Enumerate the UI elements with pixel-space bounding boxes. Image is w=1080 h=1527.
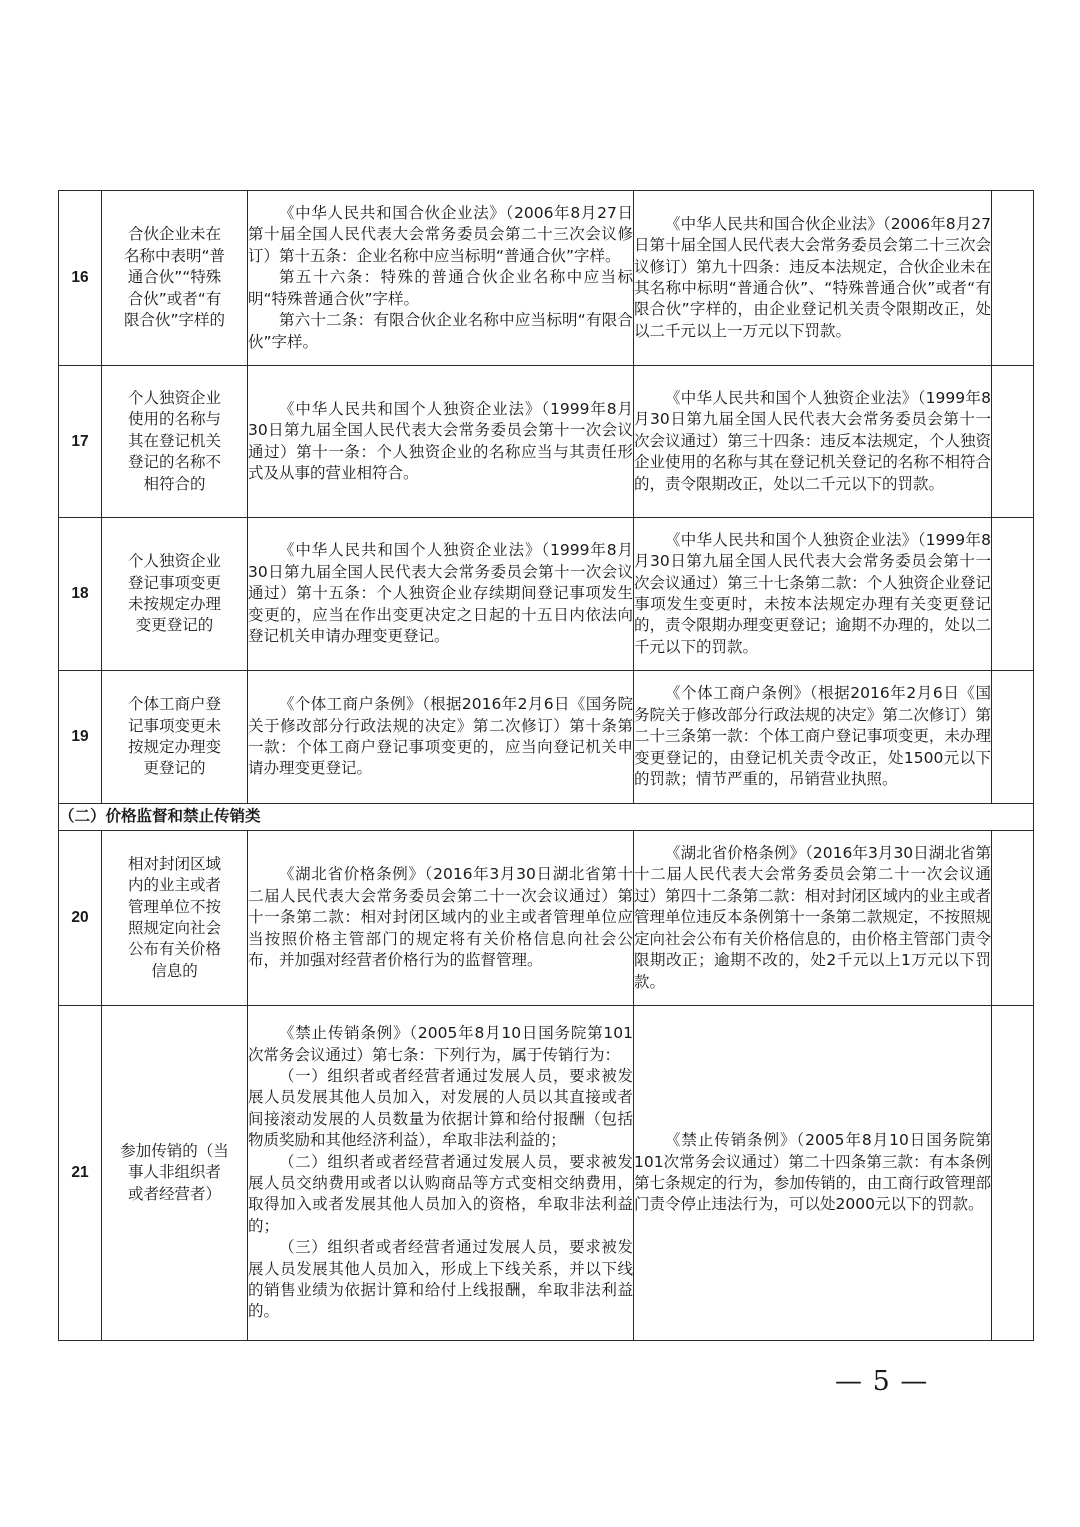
blank-cell — [992, 518, 1034, 671]
violation-item-line: 个体工商户登 — [127, 695, 221, 714]
blank-cell — [992, 366, 1034, 518]
violation-item-line: 个人独资企业 — [127, 388, 221, 407]
table-row — [59, 671, 1034, 804]
violation-item-line: 合伙”或者“有 — [127, 289, 222, 308]
violation-item-line: 照规定向社会 — [127, 919, 221, 937]
violation-item-line: 或者经营者） — [127, 1184, 221, 1203]
violation-item-line: 信息的 — [151, 961, 198, 980]
violation-item-cell — [102, 366, 248, 518]
violation-item-line: 变更登记的 — [135, 616, 214, 635]
violation-item-line: 管理单位不按 — [127, 897, 221, 916]
violation-item-line: 合伙企业未在 — [127, 225, 221, 244]
legal-basis-paragraph: 《中华人民共和国个人独资企业法》（1999年8月30日第九届全国人民代表大会常务委员会第十一次会议通过）第十五条：个人独资企业存续期间登记事项发生变更的，应当在作出变更决定之日起的十五日内依法向登记机关申请办理变更登记。 — [248, 541, 633, 646]
violation-item-line: 按规定办理变 — [127, 738, 221, 756]
violation-item-line: 更登记的 — [143, 759, 206, 778]
penalty-basis-cell — [634, 1006, 992, 1341]
penalty-basis-cell — [634, 191, 992, 366]
table-row — [59, 1006, 1034, 1341]
section-header-row — [59, 804, 1034, 831]
violation-item-line: 登记事项变更 — [127, 573, 221, 592]
legal-basis-cell — [248, 1006, 634, 1341]
row-number: 18 — [59, 518, 102, 671]
violation-item-line: 其在登记机关 — [127, 431, 221, 450]
penalty-basis-cell — [634, 671, 992, 804]
blank-cell — [992, 1006, 1034, 1341]
penalty-basis-cell — [634, 831, 992, 1006]
violation-item-line: 参加传销的（当 — [120, 1141, 229, 1160]
table-body-upper — [59, 191, 1034, 804]
violation-item-line: 登记的名称不 — [127, 453, 221, 472]
table-row — [59, 191, 1034, 366]
violation-item-line: 相符合的 — [143, 474, 206, 493]
legal-basis-paragraph: （三）组织者或者经营者通过发展人员，要求被发展人员发展其他人员加入，形成上下线关系，并以下线的销售业绩为依据计算和给付上线报酬，牟取非法利益的。 — [248, 1238, 633, 1321]
violation-item-cell — [102, 518, 248, 671]
legal-basis-cell — [248, 191, 634, 366]
legal-basis-paragraph: 《禁止传销条例》（2005年8月10日国务院第101次常务会议通过）第七条：下列行为，属于传销行为： — [248, 1024, 633, 1064]
penalty-basis-paragraph: 《中华人民共和国个人独资企业法》（1999年8月30日第九届全国人民代表大会常务委员会第十一次会议通过）第三十四条：违反本法规定，个人独资企业使用的名称与其在登记机关登记的名称不相符合的，责令限期改正，处以二千元以下的罚款。 — [634, 388, 991, 493]
violation-item-cell — [102, 671, 248, 804]
regulation-table — [58, 190, 1034, 1341]
violation-item-cell — [102, 191, 248, 366]
table-row — [59, 366, 1034, 518]
table-row — [59, 831, 1034, 1006]
violation-item-line: 个人独资企业 — [127, 552, 221, 571]
penalty-basis-paragraph: 《中华人民共和国个人独资企业法》（1999年8月30日第九届全国人民代表大会常务委员会第十一次会议通过）第三十七条第二款：个人独资企业登记事项发生变更时，未按本法规定办理有关变更登记的，责令限期办理变更登记；逾期不办理的，处以二千元以下的罚款。 — [634, 530, 991, 656]
row-number: 17 — [59, 366, 102, 518]
blank-cell — [992, 671, 1034, 804]
violation-item-line: 记事项变更未 — [127, 716, 221, 735]
penalty-basis-paragraph: 《禁止传销条例》（2005年8月10日国务院第101次常务会议通过）第二十四条第三款：有本条例第七条规定的行为，参加传销的，由工商行政管理部门责令停止违法行为，可以处2000元以下的罚款。 — [634, 1131, 991, 1214]
violation-item-cell — [102, 831, 248, 1006]
row-number: 19 — [59, 671, 102, 804]
blank-cell — [992, 191, 1034, 366]
violation-item-line: 通合伙”“特殊 — [127, 268, 222, 287]
legal-basis-paragraph: 第五十六条：特殊的普通合伙企业名称中应当标明“特殊普通合伙”字样。 — [248, 268, 633, 308]
legal-basis-cell — [248, 831, 634, 1006]
penalty-basis-paragraph: 《湖北省价格条例》（2016年3月30日湖北省第十二届人民代表大会常务委员会第二十一次会议通过）第四十二条第二款：相对封闭区域内的业主或者管理单位违反本条例第十一条第二款规定，不按照规定向社会公布有关价格信息的，由价格主管部门责令限期改正；逾期不改的，处2千元以上1万元以下罚款。 — [634, 844, 991, 991]
table-row — [59, 518, 1034, 671]
legal-basis-cell — [248, 518, 634, 671]
row-number: 21 — [59, 1006, 102, 1341]
violation-item-line: 内的业主或者 — [127, 876, 221, 895]
legal-basis-paragraph: 《湖北省价格条例》（2016年3月30日湖北省第十二届人民代表大会常务委员会第二十一次会议通过）第十一条第二款：相对封闭区域内的业主或者管理单位应当按照价格主管部门的规定将有关价格信息向社会公布，并加强对经营者价格行为的监督管理。 — [248, 865, 633, 970]
violation-item-line: 公布有关价格 — [127, 940, 221, 959]
penalty-basis-cell — [634, 518, 992, 671]
blank-cell — [992, 831, 1034, 1006]
penalty-basis-cell — [634, 366, 992, 518]
row-number: 16 — [59, 191, 102, 366]
violation-item-line: 使用的名称与 — [127, 410, 221, 429]
table-body-section — [59, 804, 1034, 831]
violation-item-line: 限合伙”字样的 — [123, 311, 226, 330]
legal-basis-paragraph: 《中华人民共和国个人独资企业法》（1999年8月30日第九届全国人民代表大会常务委员会第十一次会议通过）第十一条：个人独资企业的名称应当与其责任形式及从事的营业相符合。 — [248, 399, 633, 482]
legal-basis-paragraph: （一）组织者或者经营者通过发展人员，要求被发展人员发展其他人员加入，对发展的人员以其直接或者间接滚动发展的人员数量为依据计算和给付报酬（包括物质奖励和其他经济利益），牟取非法利益的； — [248, 1066, 633, 1150]
legal-basis-cell — [248, 671, 634, 804]
legal-basis-paragraph: 《中华人民共和国合伙企业法》（2006年8月27日第十届全国人民代表大会常务委员会第二十三次会议修订）第十五条：企业名称中应当标明“普通合伙”字样。 — [248, 204, 633, 265]
legal-basis-paragraph: 《个体工商户条例》（根据2016年2月6日《国务院关于修改部分行政法规的决定》第二次修订）第十条第一款：个体工商户登记事项变更的，应当向登记机关申请办理变更登记。 — [248, 695, 633, 778]
legal-basis-paragraph: 第六十二条：有限合伙企业名称中应当标明“有限合伙”字样。 — [248, 311, 633, 351]
penalty-basis-paragraph: 《中华人民共和国合伙企业法》（2006年8月27日第十届全国人民代表大会常务委员会第二十三次会议修订）第九十四条：违反本法规定，合伙企业未在其名称中标明“普通合伙”、“特殊普通合伙”或者“有限合伙”字样的，由企业登记机关责令限期改正，处以二千元以上一万元以下罚款。 — [634, 214, 991, 340]
legal-basis-paragraph: （二）组织者或者经营者通过发展人员，要求被发展人员交纳费用或者以认购商品等方式变相交纳费用，取得加入或者发展其他人员加入的资格，牟取非法利益的； — [248, 1152, 633, 1235]
row-number: 20 — [59, 831, 102, 1006]
legal-basis-cell — [248, 366, 634, 518]
page-number: — 5 — — [835, 1366, 929, 1397]
table-body-lower — [59, 831, 1034, 1341]
section-title: （二）价格监督和禁止传销类 — [59, 804, 1034, 831]
violation-item-cell — [102, 1006, 248, 1341]
penalty-basis-paragraph: 《个体工商户条例》（根据2016年2月6日《国务院关于修改部分行政法规的决定》第二次修订）第二十三条第一款：个体工商户登记事项变更，未办理变更登记的，由登记机关责令改正，处1500元以下的罚款；情节严重的，吊销营业执照。 — [634, 684, 991, 789]
violation-item-line: 相对封闭区域 — [127, 854, 221, 873]
violation-item-line: 事人非组织者 — [127, 1163, 221, 1182]
violation-item-line: 未按规定办理 — [127, 595, 221, 613]
violation-item-line: 名称中表明“普 — [123, 246, 226, 265]
